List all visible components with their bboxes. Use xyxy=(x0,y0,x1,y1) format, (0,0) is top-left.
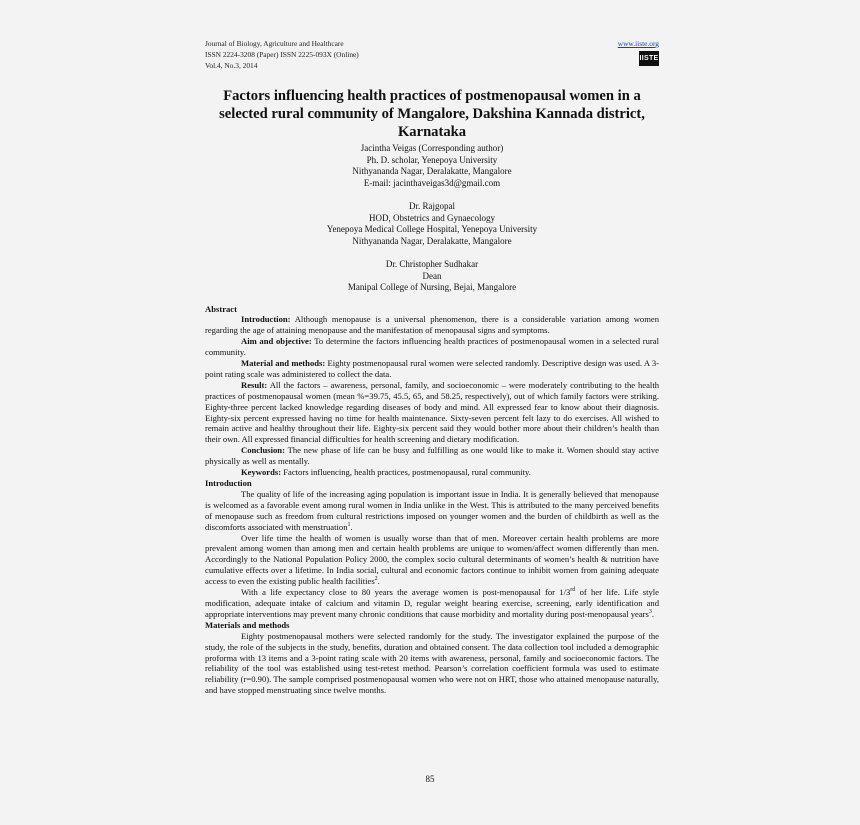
materials-paragraph-1: Eighty postmenopausal mothers were selected randomly for the study. The investigator explained the purpose of the study, the role of the subjects in the study, benefits, duration and obtained consent. The data collection tool included a demographic proforma with 13 items and a 3-point rating scale with 20 items with awareness, personal, family and socioeconomic factors. The reliability of the tool was established using test-retest method. Pearson’s correlation coefficient formula was used to estimate reliability (r=0.90). The sample comprised postmenopausal women who were not on HRT, those who attained menopause naturally, and have stopped menstruating since twelve months. xyxy=(205,630,659,696)
abstract-aim: Aim and objective: To determine the factors influencing health practices of postmenopausal women in a selected rural community. xyxy=(205,336,659,358)
materials-section xyxy=(205,620,659,696)
author-2-address: Nithyananda Nagar, Deralakatte, Mangalore xyxy=(352,235,512,246)
author-3-affiliation: Manipal College of Nursing, Bejai, Mangalore xyxy=(347,282,517,292)
author-1-name: Jacintha Veigas (Corresponding author) xyxy=(360,143,504,153)
iiste-logo: IISTE xyxy=(639,51,659,66)
introduction-heading: Introduction xyxy=(205,478,252,488)
abstract-methods: Material and methods: Eighty postmenopausal rural women were selected randomly. Descriptive design was used. A 3-point rating scale was administered to collect the data. xyxy=(205,358,659,379)
abstract-conclusion: Conclusion: The new phase of life can be busy and fulfilling as one would like to make it. Women should stay active physically as well as mentally. xyxy=(205,445,659,467)
journal-url-link[interactable]: www.iiste.org xyxy=(617,39,659,48)
author-1-affiliation: Ph. D. scholar, Yenepoya University xyxy=(366,154,498,165)
abstract-heading: Abstract xyxy=(205,303,237,314)
abstract-introduction: Introduction: Although menopause is a universal phenomenon, there is a considerable variation among women regarding the age of attaining menopause and the manifestation of menopausal signs and symptoms. xyxy=(205,314,659,336)
introduction-paragraph-1: The quality of life of the increasing aging population is important issue in India. It is generally believed that menopause is welcomed as a favorable event among rural women in India unlike in the West. This is attributed to the many perceived benefits of menopause such as freedom from cultural restrictions imposed on younger women and the burden of childbirth as well as the discomforts associated with menstruation$^1$. xyxy=(205,488,659,532)
author-3-name: Dr. Christopher Sudhakar xyxy=(385,259,479,269)
author-1-address: Nithyananda Nagar, Deralakatte, Mangalore xyxy=(352,166,512,176)
author-2-affiliation: Yenepoya Medical College Hospital, Yenepoya University xyxy=(326,224,538,234)
abstract-result: Result: All the factors – awareness, personal, family, and socioeconomic – were moderately contributing to the health practices of postmenopausal women (mean %=39.75, 45.5, 65, and 58.25, respectively), out of which family factors were striking. Eighty-three percent lacked knowledge regarding diseases of body and mind. All expressed fear to know about their diagnosis. Eighty-six percent expressed having no time for health maintenance. Sixty-seven percent felt lazy to do exercises. All wished to remain active and healthy throughout their life. Eighty-six percent said they would bother more about their children’s health than their own. All expressed financial difficulties for health screening and dietary modification. xyxy=(205,379,659,445)
author-2-name: Dr. Rajgopal xyxy=(409,201,455,211)
paper-title: Factors influencing health practices of postmenopausal women in a selected rural community of Mangalore, Dakshina Kannada district, Karnataka xyxy=(219,88,645,140)
introduction-paragraph-2: Over life time the health of women is usually worse than that of men. Moreover certain health problems are more prevalent among women than among men and certain health problems are unique to women/affect women differently than men. Accordingly to the National Population Policy 2000, the complex socio cultural determinants of women’s health & nutrition have cumulative effects over a lifetime. In India social, cultural and economic factors continue to inhibit women from gaining adequate access to even the existing public health facilities$^2$. xyxy=(205,532,659,587)
paper-sheet xyxy=(205,38,659,696)
journal-header xyxy=(205,38,659,78)
page-number: 85 xyxy=(425,774,435,784)
journal-issn: ISSN 2224-3208 (Paper) ISSN 2225-093X (Online) xyxy=(205,50,359,59)
author-3-position: Dean xyxy=(422,270,442,281)
introduction-section xyxy=(205,478,659,620)
abstract-keywords: Keywords: Factors influencing, health practices, postmenopausal, rural community. xyxy=(241,467,531,478)
introduction-paragraph-3: With a life expectancy close to 80 years the average women is post-menopausal for 1/3rd of her life. Life style modification, adequate intake of calcium and vitamin D, regular weight bearing exercise, screening, early identification and appropriate interventions may prevent many chronic conditions that cause morbidity and mortality during post-menopausal years$^3$. xyxy=(205,587,659,619)
author-2-position: HOD, Obstetrics and Gynaecology xyxy=(369,212,495,223)
author-1-email: E-mail: jacinthaveigas3d@gmail.com xyxy=(363,177,501,188)
abstract-section xyxy=(205,304,659,479)
journal-header-right xyxy=(618,38,659,66)
journal-volume: Vol.4, No.3, 2014 xyxy=(205,61,258,70)
materials-heading: Materials and methods xyxy=(205,619,290,630)
journal-name: Journal of Biology, Agriculture and Healthcare xyxy=(205,39,344,48)
author-block xyxy=(205,143,659,294)
